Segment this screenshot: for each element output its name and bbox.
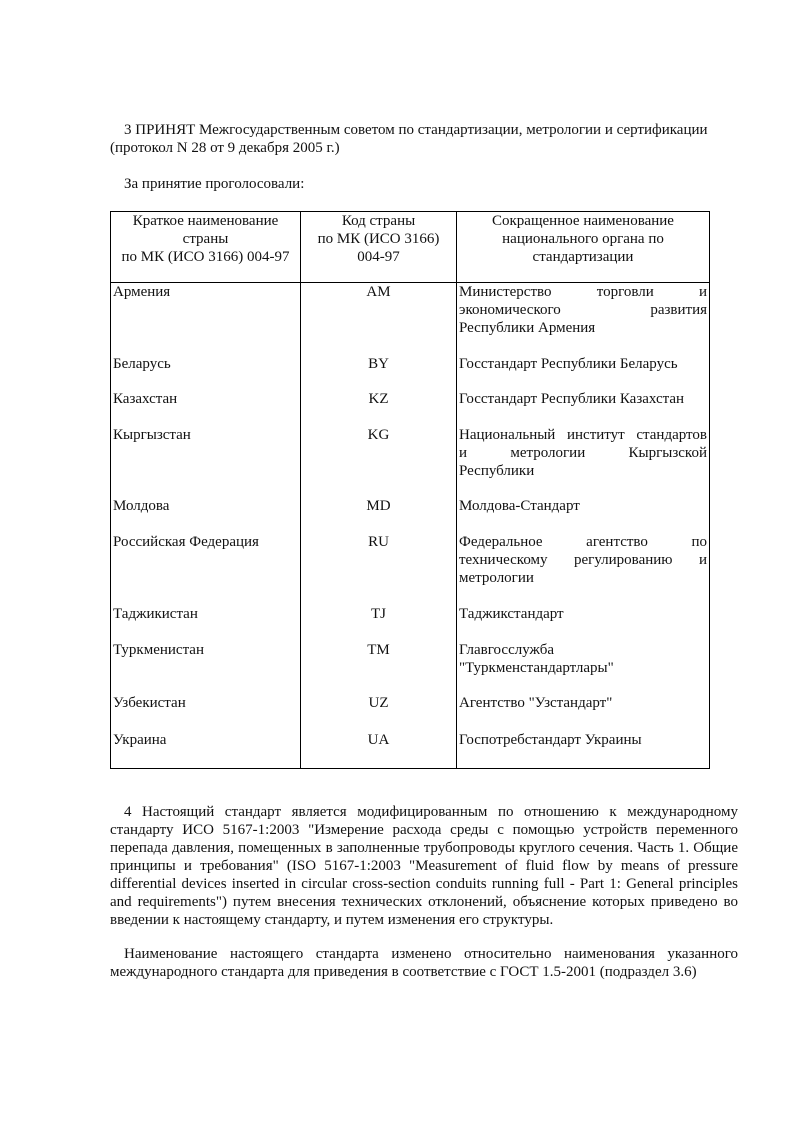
- standards-body-line: Таджикстандарт: [459, 605, 564, 622]
- standards-body-line: Министерство торговли и: [459, 284, 707, 300]
- standards-body-line: экономического развития: [459, 302, 707, 318]
- voting-countries-table: [110, 211, 710, 769]
- standards-body-cell: [457, 283, 710, 355]
- table-row: [111, 694, 710, 731]
- table-row: [111, 497, 710, 533]
- table-row: [111, 390, 710, 426]
- standards-body-cell: [457, 355, 710, 390]
- section-4-modification: 4 Настоящий стандарт является модифицированным по отношению к международному стандарту ИСО 5167-1:2003 "Измерение расхода среды с помощью устройств переменного перепада давления, помещенных в заполненные трубопроводы круглого сечения. Часть 1. Общие принципы и требования" (ISO 5167-1:2003 "Measurement of fluid flow by means of pressure differential devices inserted in circular cross-section conduits running full - Part 1: General principles and requirements") путем внесения технических отклонений, объяснение которых приведено во введении к настоящему стандарту, и путем изменения его структуры.: [110, 804, 738, 928]
- standards-body-line: "Туркменстандартлары": [459, 659, 614, 676]
- standards-body-line: Национальный институт стандартов: [459, 426, 707, 443]
- standards-body-line: и метрологии Кыргызской: [459, 444, 707, 461]
- standards-body-line: Главгосслужба: [459, 641, 554, 658]
- standards-body-line: Федеральное агентство по: [459, 533, 707, 550]
- country-name-cell: Туркменистан: [111, 641, 301, 694]
- country-code-cell: RU: [301, 533, 457, 605]
- country-code-cell: UZ: [301, 694, 457, 731]
- country-name-cell: Узбекистан: [111, 694, 301, 731]
- adopted-line-1: 3 ПРИНЯТ Межгосударственным советом по стандартизации, метрологии и сертификации: [124, 122, 708, 138]
- standards-body-cell: [457, 641, 710, 694]
- country-code-cell: MD: [301, 497, 457, 533]
- name-change-note: Наименование настоящего стандарта изменено относительно наименования указанного международного стандарта для приведения в соответствие с ГОСТ 1.5-2001 (подраздел 3.6): [110, 946, 738, 980]
- standards-body-cell: [457, 694, 710, 731]
- country-code-cell: KZ: [301, 390, 457, 426]
- standards-body-cell: [457, 605, 710, 641]
- standards-body-line: метрологии: [459, 569, 534, 586]
- section-3-adopted: [110, 121, 738, 157]
- country-code-cell: KG: [301, 426, 457, 497]
- country-name-cell: Армения: [111, 283, 301, 355]
- standards-body-cell: [457, 390, 710, 426]
- standards-body-cell: [457, 731, 710, 769]
- table-row: [111, 426, 710, 497]
- table-row: [111, 641, 710, 694]
- standards-body-line: Республики: [459, 462, 535, 479]
- country-code-cell: TJ: [301, 605, 457, 641]
- header-country-code: Код страны по МК (ИСО 3166) 004-97: [301, 212, 457, 283]
- standards-body-line: Молдова-Стандарт: [459, 497, 580, 514]
- standards-body-line: Агентство "Узстандарт": [459, 694, 613, 711]
- standards-body-line: Республики Армения: [459, 320, 596, 336]
- table-row: [111, 605, 710, 641]
- country-name-cell: Таджикистан: [111, 605, 301, 641]
- standards-body-cell: [457, 497, 710, 533]
- country-code-cell: TM: [301, 641, 457, 694]
- table-row: [111, 283, 710, 355]
- header-country-name: Краткое наименование страны по МК (ИСО 3166) 004-97: [111, 212, 301, 283]
- country-name-cell: Украина: [111, 731, 301, 769]
- standards-body-cell: [457, 533, 710, 605]
- standards-body-line: техническому регулированию и: [459, 551, 707, 568]
- table-row: [111, 355, 710, 390]
- country-code-cell: UA: [301, 731, 457, 769]
- standards-body-line: Госпотребстандарт Украины: [459, 731, 642, 748]
- header-standards-body: Сокращенное наименование национального органа по стандартизации: [457, 212, 710, 283]
- table-row: [111, 731, 710, 769]
- country-code-cell: AM: [301, 283, 457, 355]
- standards-body-cell: [457, 426, 710, 497]
- standards-body-line: Госстандарт Республики Казахстан: [459, 390, 685, 407]
- country-name-cell: Беларусь: [111, 355, 301, 390]
- country-name-cell: Молдова: [111, 497, 301, 533]
- standards-body-line: Госстандарт Республики Беларусь: [459, 355, 678, 372]
- table-row: [111, 533, 710, 605]
- table-header-row: [111, 212, 710, 283]
- country-code-cell: BY: [301, 355, 457, 390]
- adopted-line-2: (протокол N 28 от 9 декабря 2005 г.): [110, 140, 340, 156]
- voted-label: За принятие проголосовали:: [124, 176, 305, 192]
- country-name-cell: Российская Федерация: [111, 533, 301, 605]
- country-name-cell: Казахстан: [111, 390, 301, 426]
- country-name-cell: Кыргызстан: [111, 426, 301, 497]
